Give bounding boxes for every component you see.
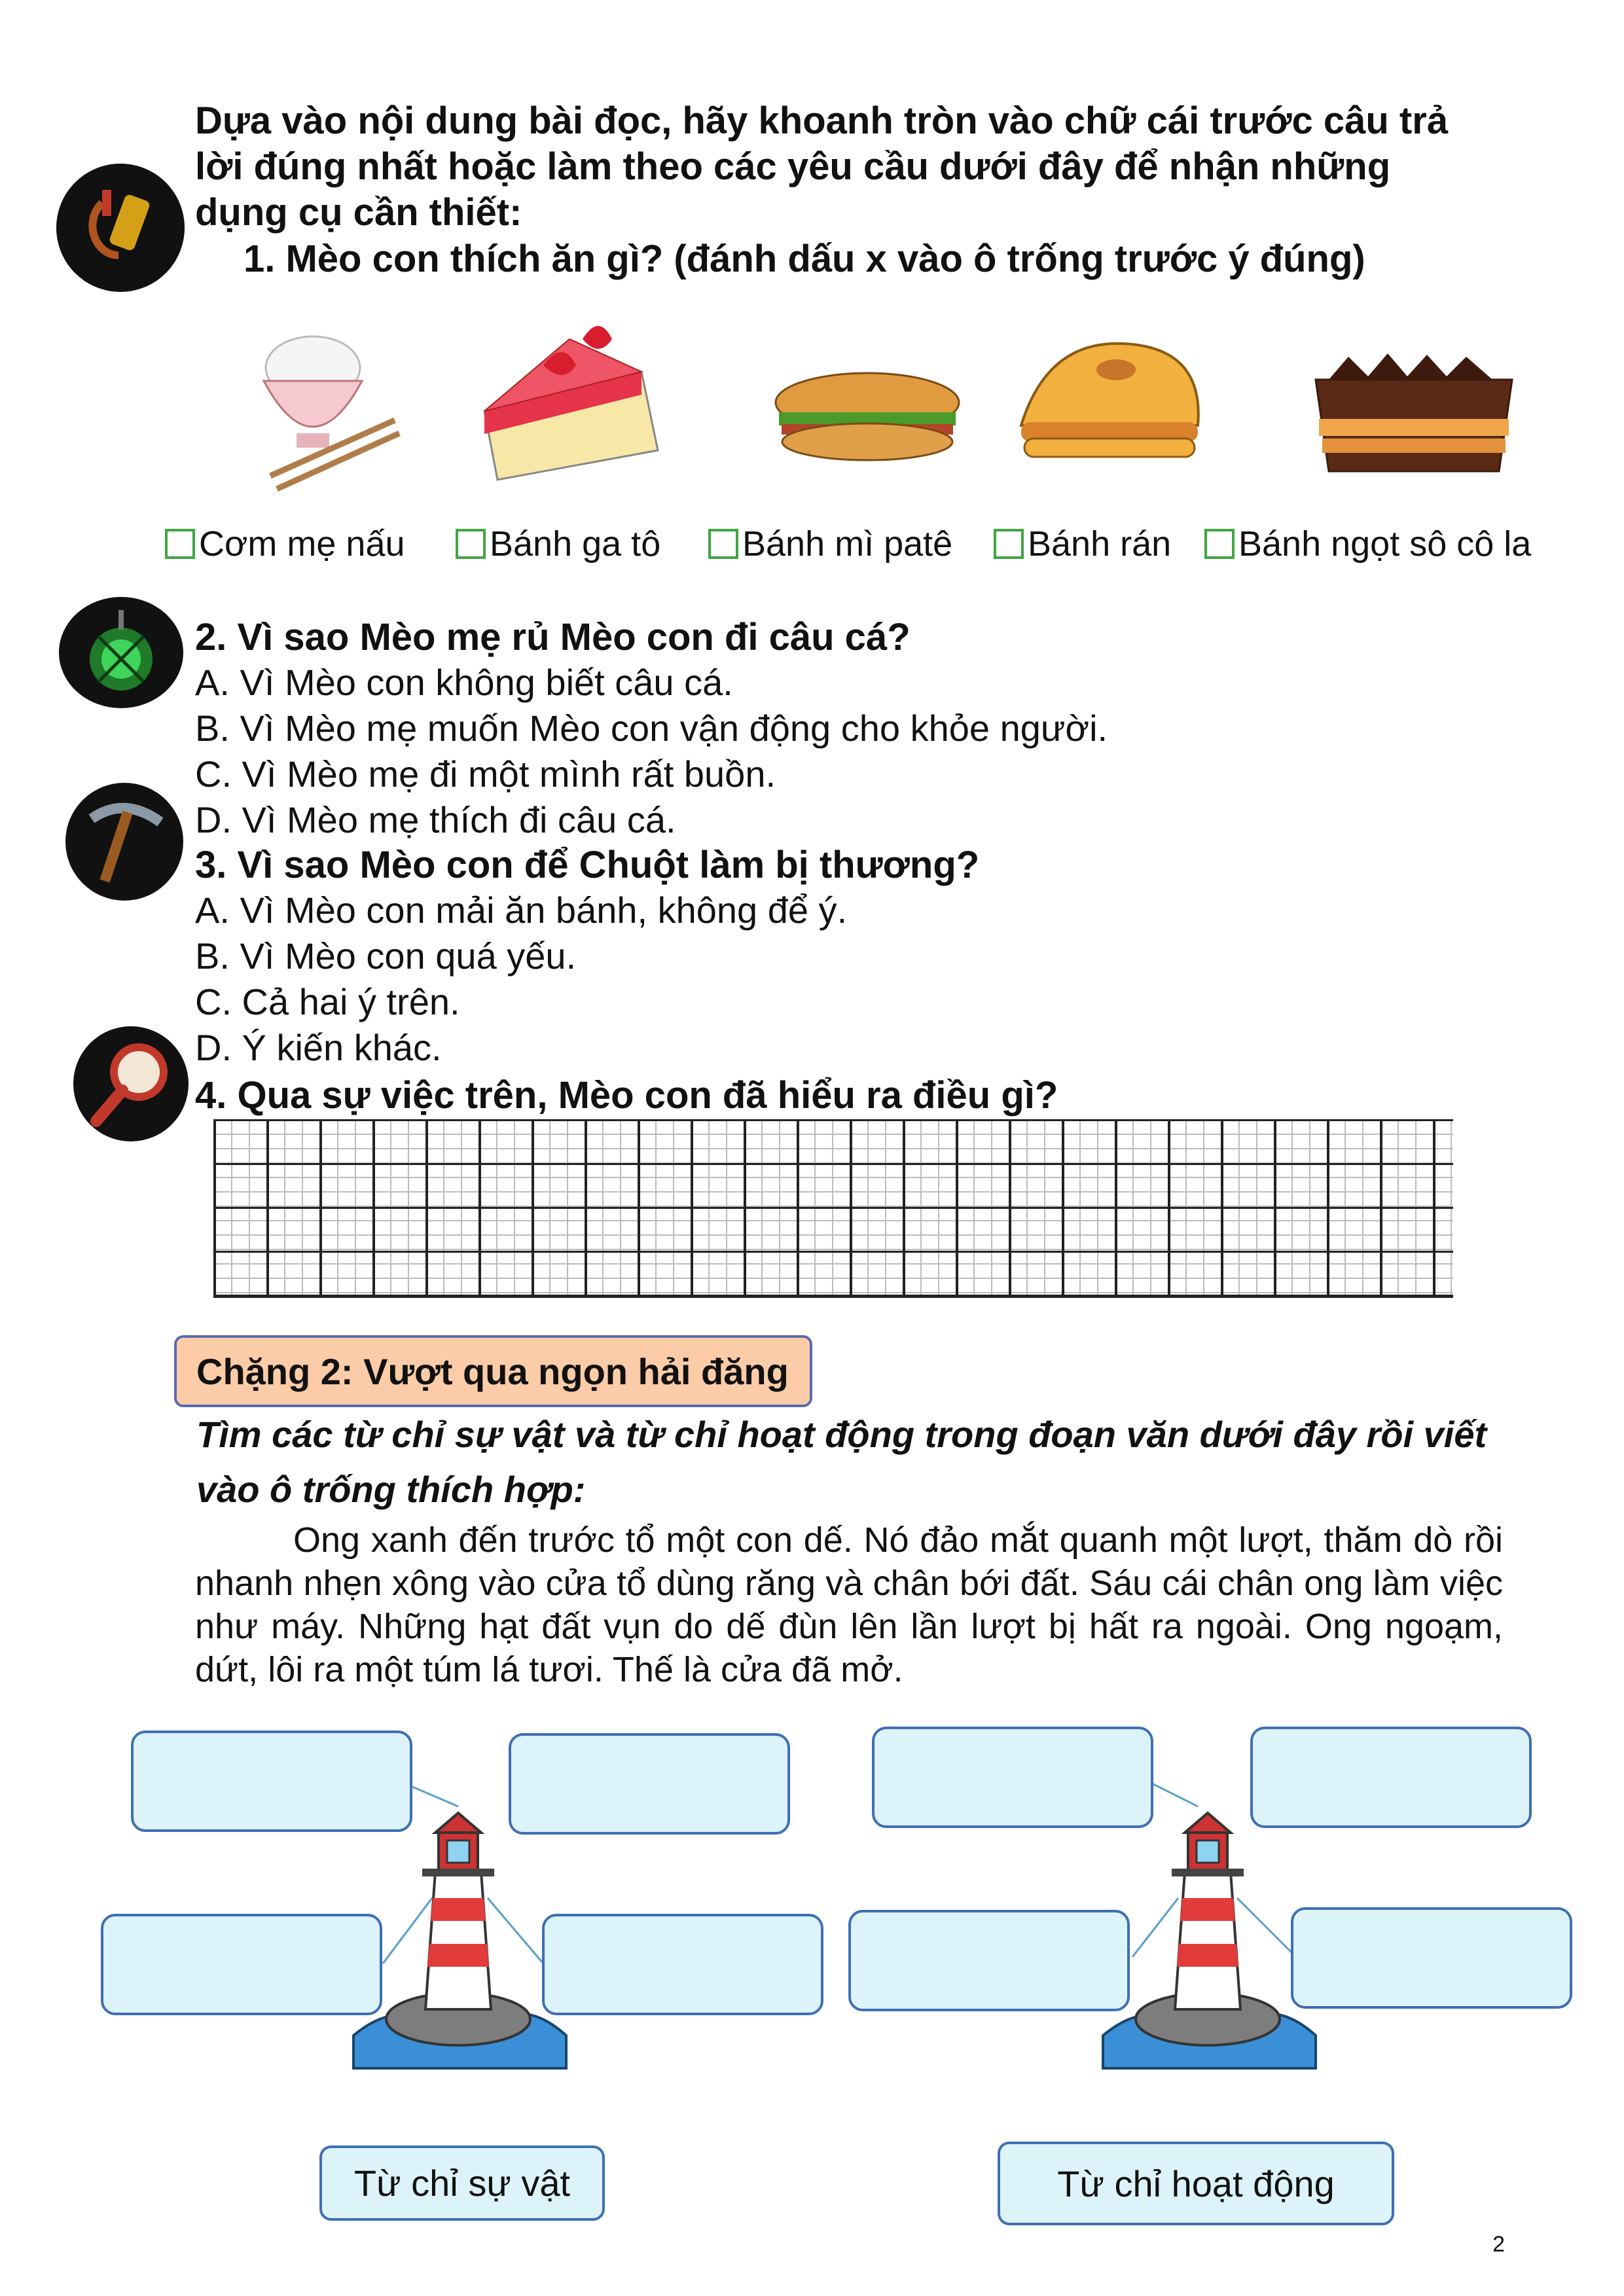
verb-category-text: Từ chỉ hoạt động bbox=[1057, 2162, 1335, 2204]
page-number: 2 bbox=[1492, 2232, 1505, 2257]
question-4-title: 4. Qua sự việc trên, Mèo con đã hiểu ra điều gì? bbox=[195, 1074, 1058, 1117]
stage-2-title: Chặng 2: Vượt qua ngọn hải đăng bbox=[196, 1350, 789, 1392]
option-chocolate[interactable] bbox=[1204, 524, 1531, 564]
stage-2-instruction: Tìm các từ chỉ sự vật và từ chỉ hoạt động trong đoạn văn dưới đây rồi viết vào ô trống thích hợp: bbox=[196, 1414, 1487, 1510]
option-gateau-label: Bánh ga tô bbox=[490, 524, 661, 564]
reading-paragraph: Ong xanh đến trước tổ một con dế. Nó đảo mắt quanh một lượt, thăm dò rồi nhanh nhẹn xông vào cửa tổ dùng răng và chân bới đất. Sáu cái chân ong làm việc như máy. Những hạt đất vụn do dế đùn lên lần lượt bị hất ra ngoài. Ong ngoạm, dứt, lôi ra một túm lá tươi. Thế là cửa đã mở. bbox=[195, 1520, 1503, 1689]
stage-2-header bbox=[174, 1335, 812, 1407]
verb-box-3[interactable] bbox=[848, 1910, 1130, 2011]
q2-option-c[interactable]: C. Vì Mèo mẹ đi một mình rất buồn. bbox=[195, 753, 776, 795]
option-banh-ran[interactable] bbox=[994, 524, 1171, 564]
noun-box-3[interactable] bbox=[101, 1914, 382, 2015]
rice-bowl-illustration bbox=[254, 315, 405, 499]
answer-writing-grid[interactable] bbox=[213, 1119, 1453, 1298]
option-banh-mi[interactable] bbox=[708, 524, 952, 564]
question-2-title: 2. Vì sao Mèo mẹ rủ Mèo con đi câu cá? bbox=[195, 616, 911, 658]
question-1-title: 1. Mèo con thích ăn gì? (đánh dấu x vào ô trống trước ý đúng) bbox=[244, 238, 1365, 280]
noun-box-4[interactable] bbox=[542, 1914, 823, 2015]
instructions: Dựa vào nội dung bài đọc, hãy khoanh tròn vào chữ cái trước câu trả lời đúng nhất hoặc làm theo các yêu cầu dưới đây để nhận những dụng cụ cần thiết: bbox=[195, 99, 1449, 234]
hook-tool-icon bbox=[56, 164, 185, 292]
checkbox-banh-ran[interactable] bbox=[994, 529, 1024, 559]
option-rice[interactable] bbox=[165, 524, 405, 564]
option-banh-mi-label: Bánh mì patê bbox=[742, 524, 953, 564]
option-banh-ran-label: Bánh rán bbox=[1028, 524, 1172, 564]
q3-option-c[interactable]: C. Cả hai ý trên. bbox=[195, 981, 460, 1022]
q2-option-a[interactable]: A. Vì Mèo con không biết câu cá. bbox=[195, 662, 733, 703]
q3-option-d[interactable]: D. Ý kiến khác. bbox=[195, 1027, 442, 1068]
lantern-tool-icon bbox=[59, 597, 183, 708]
noun-box-2[interactable] bbox=[509, 1733, 790, 1835]
verb-box-1[interactable] bbox=[872, 1727, 1153, 1828]
cake-slice-illustration bbox=[471, 313, 668, 490]
checkbox-chocolate[interactable] bbox=[1204, 529, 1235, 559]
pancake-illustration bbox=[1008, 327, 1211, 484]
checkbox-gateau[interactable] bbox=[456, 529, 486, 559]
question-3-title: 3. Vì sao Mèo con để Chuột làm bị thương? bbox=[195, 844, 980, 886]
noun-category-label bbox=[319, 2145, 605, 2221]
checkbox-banh-mi[interactable] bbox=[708, 529, 738, 559]
q3-option-b[interactable]: B. Vì Mèo con quá yếu. bbox=[195, 935, 577, 977]
checkbox-rice[interactable] bbox=[165, 529, 195, 559]
noun-category-text: Từ chỉ sự vật bbox=[353, 2162, 571, 2204]
magnifier-tool-icon bbox=[73, 1026, 189, 1141]
verb-box-2[interactable] bbox=[1250, 1727, 1532, 1828]
verb-box-4[interactable] bbox=[1291, 1907, 1572, 2009]
q3-option-a[interactable]: A. Vì Mèo con mải ăn bánh, không để ý. bbox=[195, 889, 848, 931]
option-gateau[interactable] bbox=[456, 524, 660, 564]
sandwich-illustration bbox=[772, 367, 962, 471]
pickaxe-tool-icon bbox=[65, 783, 183, 901]
option-chocolate-label: Bánh ngọt sô cô la bbox=[1238, 524, 1532, 564]
chocolate-cake-illustration bbox=[1303, 340, 1519, 491]
q2-option-b[interactable]: B. Vì Mèo mẹ muốn Mèo con vận động cho khỏe người. bbox=[195, 708, 1108, 749]
noun-box-1[interactable] bbox=[131, 1731, 412, 1832]
option-rice-label: Cơm mẹ nấu bbox=[199, 524, 405, 564]
q2-option-d[interactable]: D. Vì Mèo mẹ thích đi câu cá. bbox=[195, 799, 676, 840]
verb-category-label bbox=[998, 2142, 1394, 2225]
